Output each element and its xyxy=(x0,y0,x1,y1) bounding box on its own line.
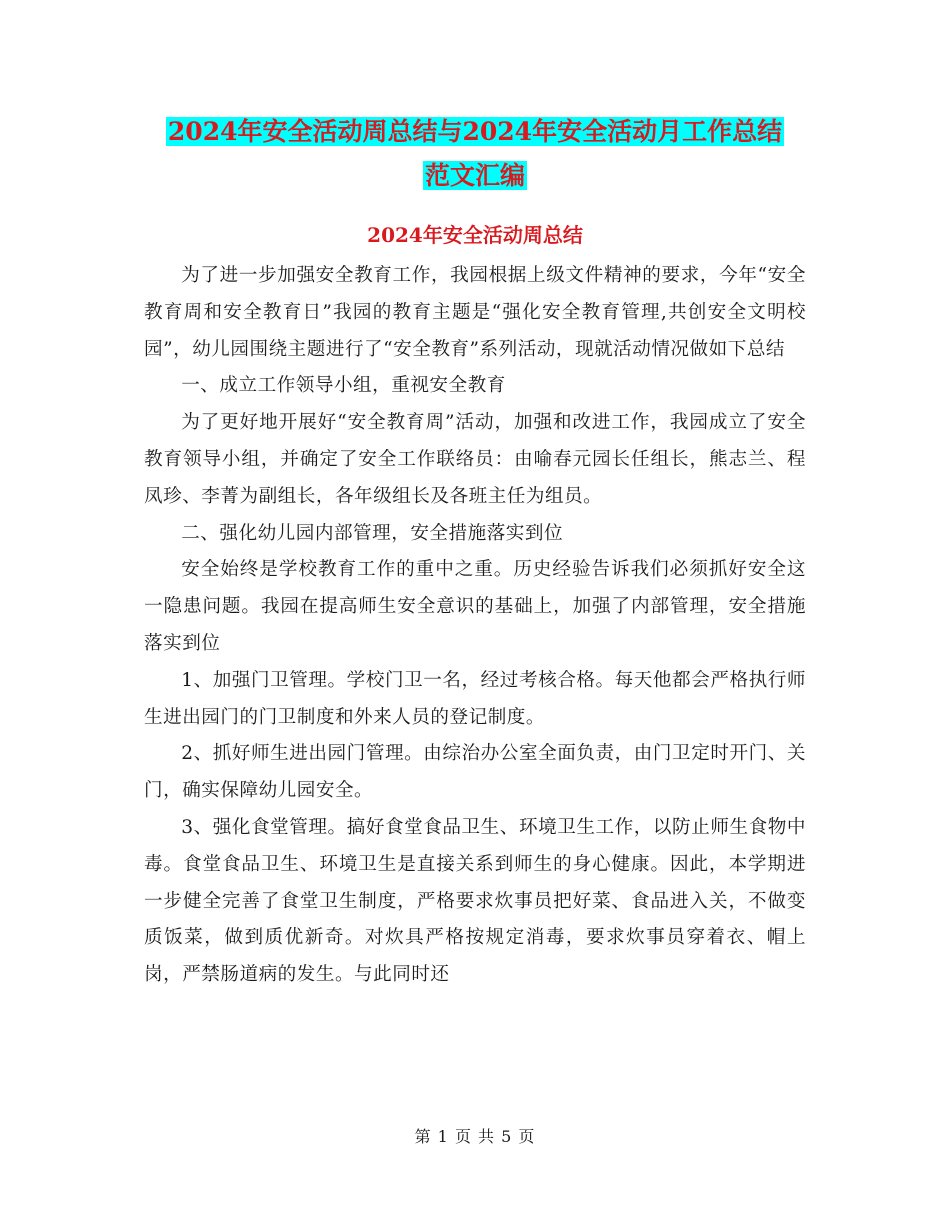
heading-paragraph: 一、成立工作领导小组，重视安全教育 xyxy=(181,375,506,397)
paragraph: 2、抓好师生进出园门管理。由综治办公室全面负责，由门卫定时开门、关门，确实保障幼儿园安全。 xyxy=(144,743,806,802)
document-title-line-1 xyxy=(0,110,950,154)
paragraph: 3、强化食堂管理。搞好食堂食品卫生、环境卫生工作，以防止师生食物中毒。食堂食品卫生、环境卫生是直接关系到师生的身心健康。因此，本学期进一步健全完善了食堂卫生制度，严格要求炊事员把好菜、食品进入关，不做变质饭菜，做到质优新奇。对炊具严格按规定消毒，要求炊事员穿着衣、帽上岗，严禁肠道病的发生。与此同时还 xyxy=(144,816,806,986)
paragraph: 1、加强门卫管理。学校门卫一名，经过考核合格。每天他都会严格执行师生进出园门的门卫制度和外来人员的登记制度。 xyxy=(144,669,806,728)
document-title-line-2 xyxy=(0,154,950,198)
title-highlight: 2024年安全活动周总结与2024年安全活动月工作总结 xyxy=(167,117,783,146)
paragraph: 为了进一步加强安全教育工作，我园根据上级文件精神的要求，今年“安全教育周和安全教育日”我园的教育主题是“强化安全教育管理,共创安全文明校园”，幼儿园围绕主题进行了“安全教育”系列活动，现就活动情况做如下总结 xyxy=(144,265,806,360)
heading-paragraph: 二、强化幼儿园内部管理，安全措施落实到位 xyxy=(181,522,564,544)
title-highlight: 范文汇编 xyxy=(424,161,525,190)
section-title: 2024年安全活动周总结 xyxy=(367,223,583,247)
paragraph: 安全始终是学校教育工作的重中之重。历史经验告诉我们必须抓好安全这一隐患问题。我园在提高师生安全意识的基础上，加强了内部管理，安全措施落实到位 xyxy=(144,559,806,654)
page-footer: 第 1 页 共 5 页 xyxy=(414,1127,536,1146)
body-text xyxy=(144,258,806,994)
paragraph: 为了更好地开展好“安全教育周”活动，加强和改进工作，我园成立了安全教育领导小组，并确定了安全工作联络员：由喻春元园长任组长，熊志兰、程凤珍、李菁为副组长，各年级组长及各班主任为组员。 xyxy=(144,412,806,507)
